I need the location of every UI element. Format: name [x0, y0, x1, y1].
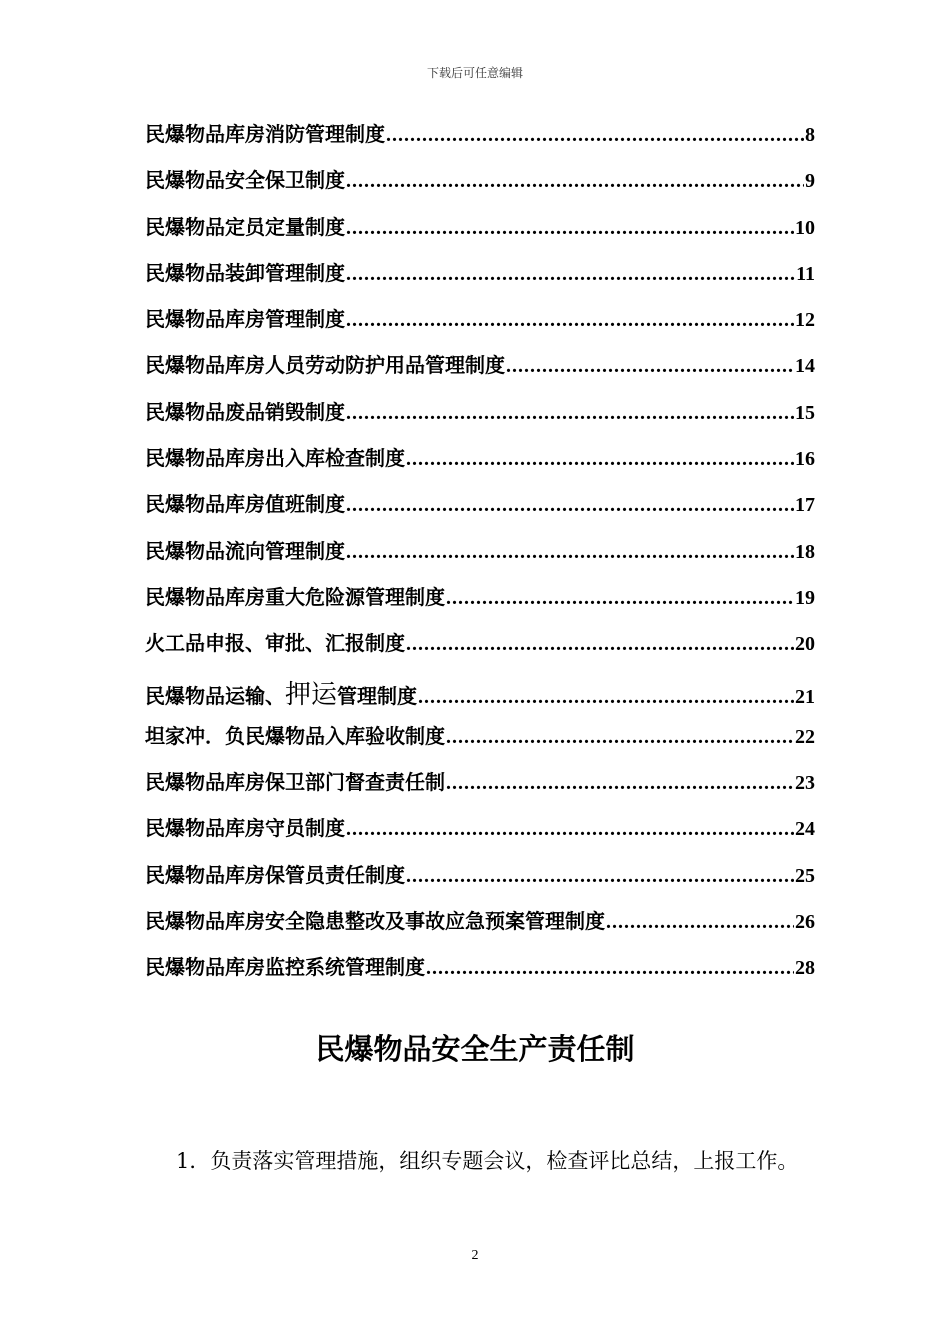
toc-leader-dots: [446, 587, 794, 610]
toc-entry[interactable]: [145, 627, 815, 673]
toc-entry-title: 民爆物品定员定量制度: [145, 214, 345, 239]
toc-entry-title: 民爆物品库房监控系统管理制度: [145, 955, 425, 980]
toc-entry[interactable]: [145, 581, 815, 627]
toc-entry-page: 22: [795, 725, 815, 748]
toc-entry-page: 21: [795, 685, 815, 708]
toc-leader-dots: [406, 633, 794, 656]
toc-leader-dots: [386, 124, 804, 147]
toc-entry-page: 14: [795, 355, 815, 378]
page-header: 下载后可任意编辑: [426, 66, 523, 80]
toc-leader-dots: [406, 448, 794, 471]
toc-leader-dots: [346, 818, 794, 841]
toc-entry-title: 民爆物品库房保卫部门督查责任制: [145, 770, 445, 795]
toc-entry[interactable]: [145, 349, 815, 395]
toc-entry[interactable]: [145, 257, 815, 303]
toc-entry[interactable]: [145, 766, 815, 812]
toc-entry[interactable]: [145, 118, 815, 164]
toc-leader-dots: [446, 726, 794, 749]
toc-entry-page: 17: [795, 494, 815, 517]
toc-entry[interactable]: [145, 905, 815, 951]
toc-entry-page: 24: [795, 818, 815, 841]
toc-leader-dots: [346, 541, 794, 564]
toc-entry[interactable]: [145, 720, 815, 766]
toc-entry-page: 26: [795, 911, 815, 934]
toc-entry-title: 民爆物品库房管理制度: [145, 307, 345, 332]
toc-entry[interactable]: [145, 303, 815, 349]
toc-entry-title: 民爆物品库房重大危险源管理制度: [145, 584, 445, 609]
toc-entry-page: 10: [795, 216, 815, 239]
toc-entry-page: 23: [795, 772, 815, 795]
toc-entry-title: 民爆物品装卸管理制度: [145, 260, 345, 285]
toc-entry-title: 民爆物品库房保管员责任制度: [145, 862, 405, 887]
toc-leader-dots: [406, 865, 794, 888]
toc-entry[interactable]: [145, 396, 815, 442]
toc-leader-dots: [346, 170, 804, 193]
toc-entry[interactable]: [145, 674, 815, 720]
toc-entry-title: 民爆物品废品销毁制度: [145, 399, 345, 424]
toc-entry-page: 19: [795, 586, 815, 609]
toc-entry-title: 火工品申报、审批、汇报制度: [145, 631, 405, 656]
toc-entry[interactable]: [145, 211, 815, 257]
toc-entry-page: 25: [795, 864, 815, 887]
toc-leader-dots: [418, 686, 794, 709]
toc-leader-dots: [506, 355, 794, 378]
toc-entry-title: 坦家冲．负民爆物品入库验收制度: [145, 723, 445, 748]
toc-entry-title: 民爆物品库房安全隐患整改及事故应急预案管理制度: [145, 909, 605, 934]
section-title: 民爆物品安全生产责任制: [315, 1032, 635, 1066]
toc-entry-page: 28: [795, 957, 815, 980]
toc-entry[interactable]: [145, 812, 815, 858]
toc-leader-dots: [346, 494, 794, 517]
toc-entry-title: 民爆物品库房值班制度: [145, 492, 345, 517]
toc-leader-dots: [346, 402, 794, 425]
toc-entry-page: 20: [795, 633, 815, 656]
page-number: 2: [471, 1248, 479, 1263]
toc-entry-title-part: 民爆物品运输、: [145, 683, 285, 708]
toc-entry-page: 9: [805, 170, 815, 193]
toc-entry[interactable]: [145, 951, 815, 997]
toc-entry-page: 11: [796, 262, 815, 285]
toc-leader-dots: [346, 217, 794, 240]
toc-entry-title: 民爆物品库房出入库检查制度: [145, 446, 405, 471]
toc-entry-title: 民爆物品库房消防管理制度: [145, 122, 385, 146]
toc-entry-title: 民爆物品库房守员制度: [145, 816, 345, 841]
toc-entry-title: 民爆物品库房人员劳动防护用品管理制度: [145, 353, 505, 378]
toc-entry-title-part: 押运: [285, 679, 338, 710]
toc-entry[interactable]: [145, 442, 815, 488]
toc-entry-title: [145, 674, 417, 711]
toc-leader-dots: [346, 309, 794, 332]
toc-leader-dots: [346, 263, 795, 286]
toc-entry-page: 18: [795, 540, 815, 563]
toc-entry[interactable]: [145, 164, 815, 210]
toc-leader-dots: [446, 772, 794, 795]
toc-leader-dots: [426, 957, 794, 980]
toc-entry-title: 民爆物品安全保卫制度: [145, 168, 345, 193]
toc-entry-page: 15: [795, 401, 815, 424]
toc-entry-title: 民爆物品流向管理制度: [145, 538, 345, 563]
table-of-contents: [145, 118, 815, 998]
body-paragraph: 1．负责落实管理措施，组织专题会议，检查评比总结，上报工作。: [176, 1149, 799, 1173]
toc-leader-dots: [606, 911, 794, 934]
toc-entry[interactable]: [145, 535, 815, 581]
toc-entry-title-part: 管理制度: [337, 683, 418, 708]
toc-entry[interactable]: [145, 859, 815, 905]
toc-entry-page: 12: [795, 309, 815, 332]
toc-entry-page: 8: [805, 124, 815, 146]
toc-entry[interactable]: [145, 488, 815, 534]
toc-entry-page: 16: [795, 448, 815, 471]
